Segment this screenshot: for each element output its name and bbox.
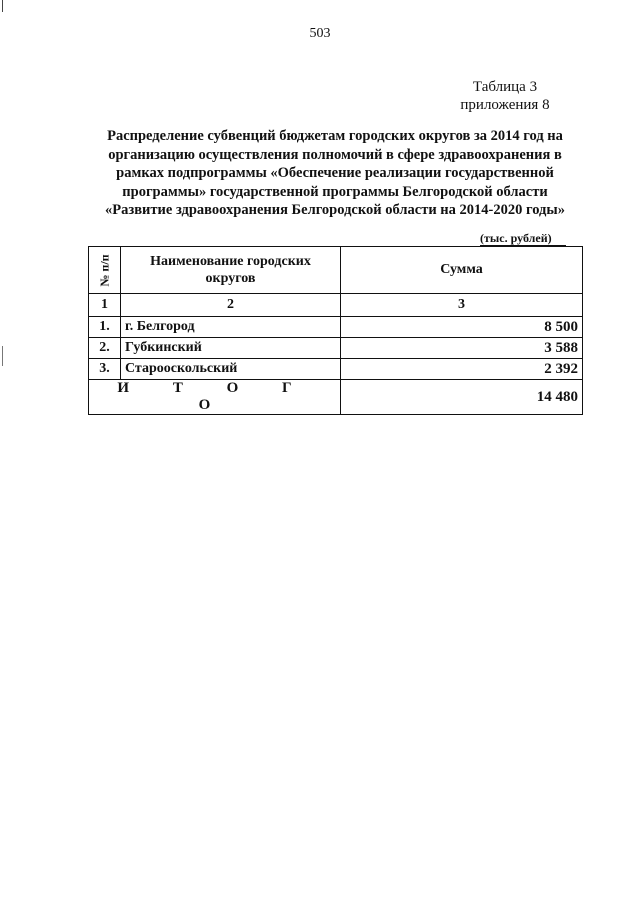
table-header-row [89, 247, 583, 294]
header-name-line: Наименование городских [150, 254, 311, 269]
table-row [89, 359, 583, 380]
column-index: 1 [89, 294, 121, 317]
page-number: 503 [309, 26, 331, 41]
scan-edge-mark [2, 0, 3, 12]
table-reference-line: Таблица 3 [472, 79, 538, 95]
header-sum: Сумма [341, 247, 583, 294]
total-label: И Т О Г О [89, 380, 341, 415]
column-index: 2 [121, 294, 341, 317]
title-line: «Развитие здравоохранения Белгородской области на 2014-2020 годы» [105, 202, 565, 218]
title-line: организацию осуществления полномочий в сфере здравоохранения в [108, 146, 562, 163]
subvention-table [88, 246, 583, 415]
row-number: 3. [89, 359, 121, 380]
units-label: (тыс. рублей) [480, 231, 552, 245]
column-index-row [89, 294, 583, 317]
total-row [89, 380, 583, 415]
header-name [121, 247, 341, 294]
total-sum: 14 480 [341, 380, 583, 415]
district-name: Старооскольский [121, 359, 341, 380]
row-number: 2. [89, 338, 121, 359]
district-sum: 2 392 [341, 359, 583, 380]
district-sum: 8 500 [341, 317, 583, 338]
title-line: программы» государственной программы Белгородской области [122, 183, 548, 200]
row-number: 1. [89, 317, 121, 338]
column-index: 3 [341, 294, 583, 317]
document-title [70, 127, 600, 220]
title-line: рамках подпрограммы «Обеспечение реализации государственной [116, 165, 554, 181]
header-name-line: округов [205, 271, 256, 286]
table-reference-line: приложения 8 [460, 97, 550, 113]
table-reference [420, 78, 590, 114]
scan-edge-mark [2, 346, 3, 366]
table-row [89, 338, 583, 359]
title-line: Распределение субвенций бюджетам городских округов за 2014 год на [107, 128, 563, 144]
district-name: Губкинский [121, 338, 341, 359]
district-name: г. Белгород [121, 317, 341, 338]
table-row [89, 317, 583, 338]
district-sum: 3 588 [341, 338, 583, 359]
header-num-label: № п/п [97, 254, 112, 287]
header-num [89, 247, 121, 294]
